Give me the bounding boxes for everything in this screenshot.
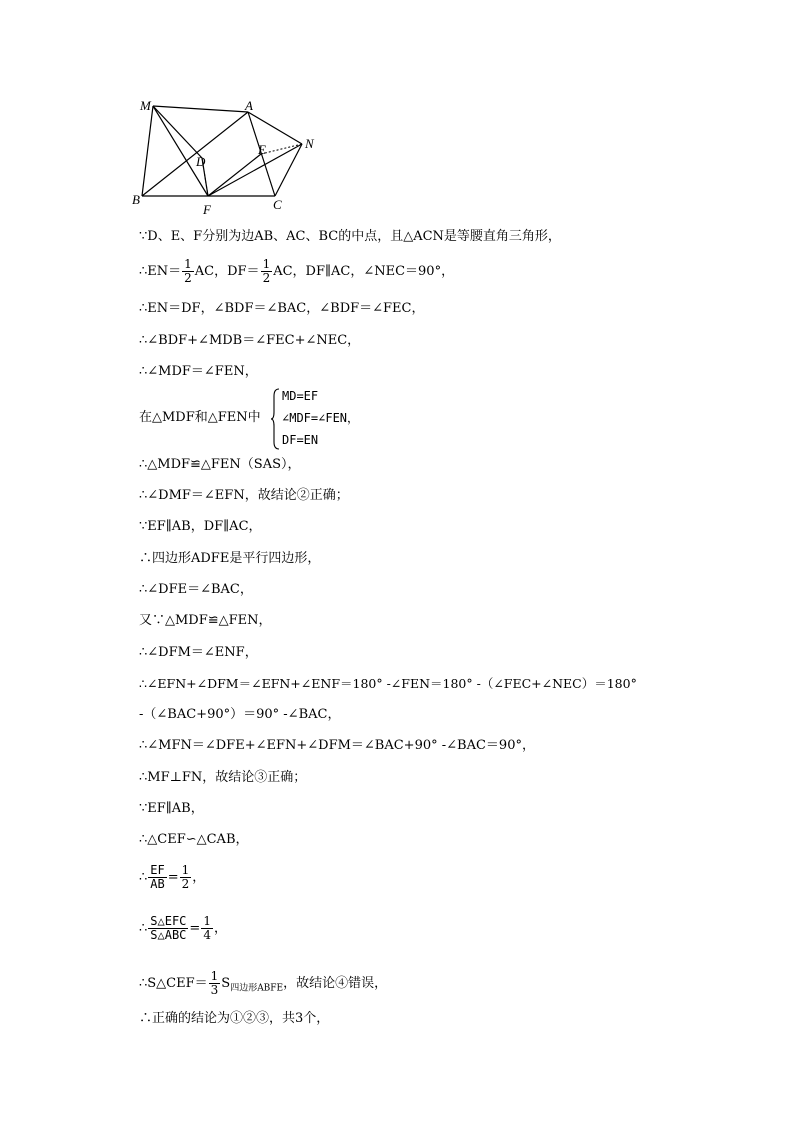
line-13: ∴∠DFM＝∠ENF， bbox=[139, 645, 258, 660]
system-row-2: ∠MDF=∠FEN， bbox=[282, 411, 360, 425]
line-2-b: AC，DF＝ bbox=[194, 264, 260, 279]
label-A: A bbox=[245, 98, 253, 113]
fraction-area-ratio: $\frac{\text{S△EFC}}{\text{S△ABC}}$ bbox=[150, 914, 187, 942]
line-23: ∴正确的结论为①②③，共3个， bbox=[139, 1011, 330, 1026]
label-F: F bbox=[203, 202, 211, 216]
line-12: 又∵△MDF≌△FEN， bbox=[139, 613, 272, 628]
line-22: ∴S△CEF＝ $\frac{1}{3}$ $S_{四边形ABFE}$，故结论④错误， bbox=[139, 969, 388, 997]
segment-MA bbox=[153, 106, 248, 112]
line-14: ∴∠EFN+∠DFM＝∠EFN+∠ENF＝180° -∠FEN＝180° -（∠FEC+∠NEC）＝180° bbox=[139, 676, 637, 691]
system-row-3: DF=EN bbox=[282, 433, 319, 447]
line-6-prefix: 在△MDF和△FEN中 bbox=[139, 410, 261, 425]
label-B: B bbox=[132, 192, 140, 207]
line-21: ∴ $\frac{\text{S△EFC}}{\text{S△ABC}}$ = $\frac{1}{4}$ ， bbox=[139, 914, 227, 942]
geometry-figure bbox=[130, 92, 330, 216]
line-2-c: AC，DF∥AC，∠NEC＝90°， bbox=[273, 264, 455, 279]
line-4: ∴∠BDF+∠MDB＝∠FEC+∠NEC， bbox=[139, 333, 361, 348]
line-20: ∴ $\frac{EF}{AB}$ = $\frac{1}{2}$ ， bbox=[139, 863, 206, 891]
line-3: ∴EN＝DF，∠BDF＝∠BAC，∠BDF＝∠FEC， bbox=[139, 301, 425, 316]
system-brace bbox=[270, 388, 280, 450]
label-E: E bbox=[258, 142, 266, 157]
line-16: ∴∠MFN＝∠DFE+∠EFN+∠DFM＝∠BAC+90° -∠BAC＝90°， bbox=[139, 738, 535, 753]
line-10: ∴四边形ADFE是平行四边形， bbox=[139, 551, 321, 566]
line-1: ∵D、E、F分别为边AB、AC、BC的中点，且△ACN是等腰直角三角形， bbox=[139, 229, 561, 244]
segment-MD bbox=[153, 106, 202, 158]
line-9: ∵EF∥AB，DF∥AC， bbox=[139, 519, 262, 534]
line-2-a: ∴EN＝ bbox=[139, 264, 182, 279]
label-C: C bbox=[273, 197, 282, 212]
line-17: ∴MF⊥FN，故结论③正确； bbox=[139, 770, 307, 785]
label-M: M bbox=[140, 98, 151, 113]
fraction-one-quarter: $\frac{1}{4}$ bbox=[203, 914, 211, 942]
fraction-half: $\frac{1}{2}$ bbox=[184, 257, 192, 285]
line-2 bbox=[139, 258, 454, 285]
segment-AN bbox=[248, 112, 302, 144]
line-18: ∵EF∥AB， bbox=[139, 801, 204, 816]
segment-FE bbox=[208, 154, 261, 196]
label-N: N bbox=[305, 136, 314, 151]
fraction-half-2: $\frac{1}{2}$ bbox=[262, 257, 271, 285]
line-5: ∴∠MDF＝∠FEN， bbox=[139, 364, 258, 379]
fraction-one-third: $\frac{1}{3}$ bbox=[210, 969, 219, 997]
line-8: ∴∠DMF＝∠EFN，故结论②正确； bbox=[139, 488, 349, 503]
line-19: ∴△CEF∽△CAB， bbox=[139, 832, 249, 847]
line-15: -（∠BAC+90°）＝90° -∠BAC， bbox=[139, 707, 341, 722]
line-11: ∴∠DFE＝∠BAC， bbox=[139, 582, 253, 597]
segment-AB bbox=[142, 112, 248, 196]
line-7: ∴△MDF≌△FEN（SAS）， bbox=[139, 457, 301, 472]
segment-EN-dotted bbox=[261, 144, 302, 154]
system-row-1: MD=EF bbox=[282, 389, 319, 403]
fraction-one-half: $\frac{1}{2}$ bbox=[181, 863, 190, 891]
fraction-ef-ab: $\frac{EF}{AB}$ bbox=[150, 863, 165, 891]
segment-MB bbox=[142, 106, 153, 196]
label-D: D bbox=[196, 154, 206, 169]
